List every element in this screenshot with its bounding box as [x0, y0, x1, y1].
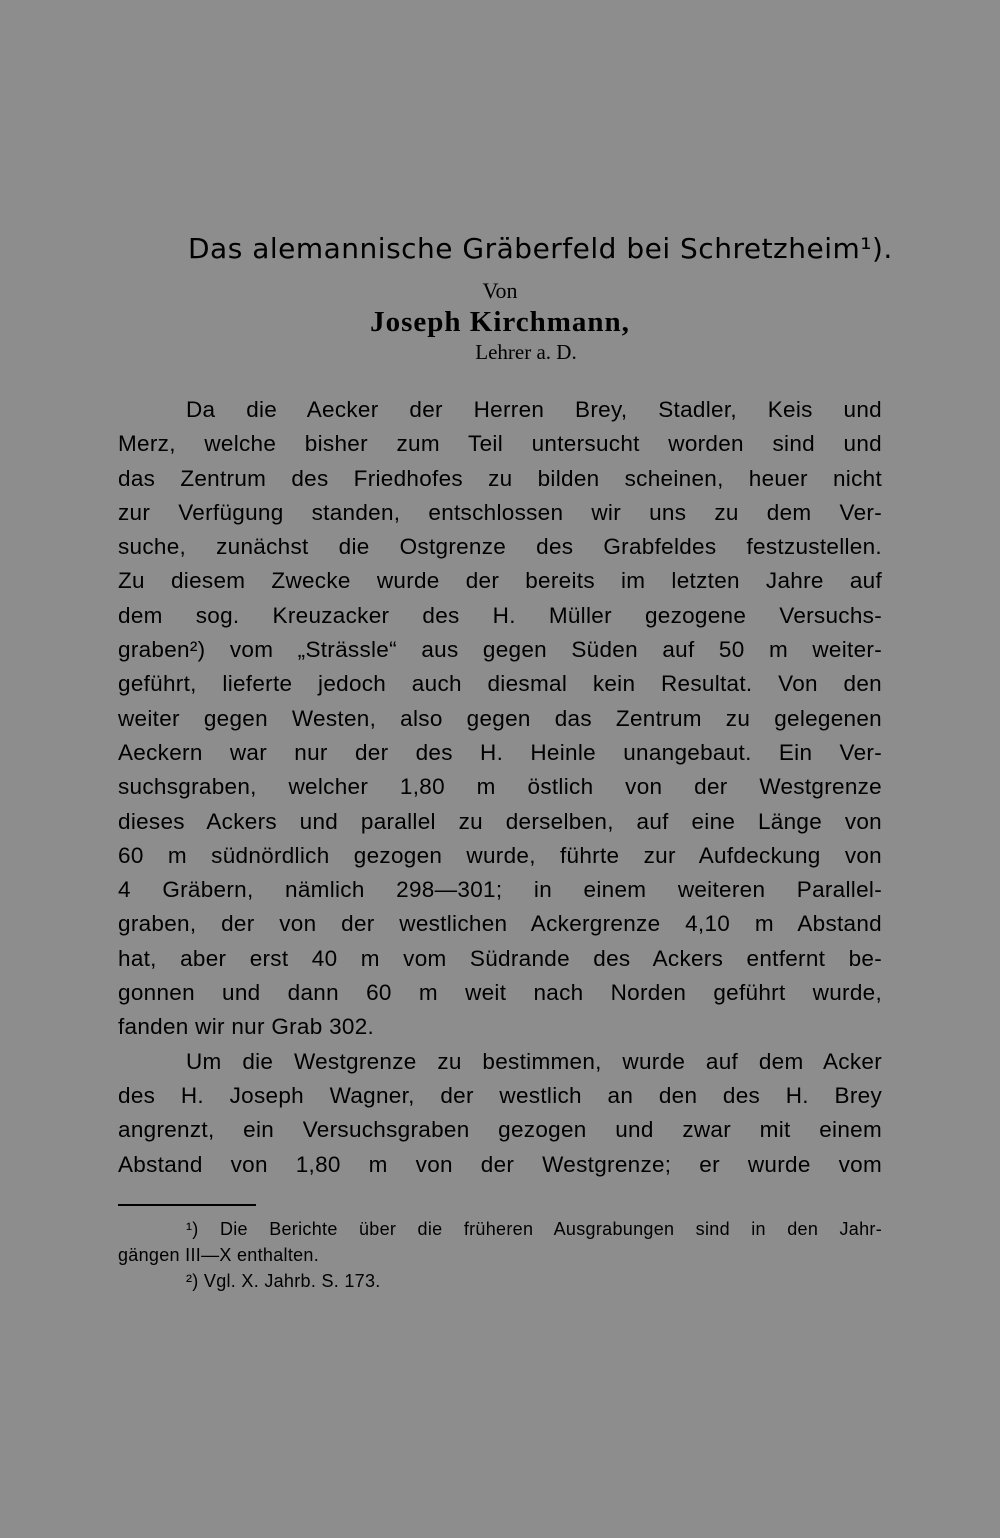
text-line: dem sog. Kreuzacker des H. Müller gezogene Versuchs-: [118, 602, 882, 628]
text-line: geführt, lieferte jedoch auch diesmal kein Resultat. Von den: [118, 671, 882, 697]
footnote-line: ¹) Die Berichte über die früheren Ausgrabungen sind in den Jahr-: [186, 1219, 882, 1239]
text-line: suchsgraben, welcher 1,80 m östlich von der Westgrenze: [118, 774, 882, 800]
text-line: Da die Aecker der Herren Brey, Stadler, Keis und: [186, 397, 882, 422]
text-line: graben²) vom „Strässle“ aus gegen Süden auf 50 m weiter-: [118, 637, 882, 663]
text-line: weiter gegen Westen, also gegen das Zentrum zu gelegenen: [118, 705, 882, 731]
text-line: zur Verfügung standen, entschlossen wir uns zu dem Ver-: [118, 499, 882, 525]
author-role: Lehrer a. D.: [475, 340, 577, 364]
article-body: [118, 393, 882, 1182]
text-line: dieses Ackers und parallel zu derselben, auf eine Länge von: [118, 808, 882, 834]
text-line: suche, zunächst die Ostgrenze des Grabfeldes festzustellen.: [118, 534, 882, 560]
footnotes: [118, 1216, 882, 1294]
text-line: fanden wir nur Grab 302.: [118, 1014, 375, 1040]
author-name: Joseph Kirchmann,: [370, 306, 630, 338]
text-line: 4 Gräbern, nämlich 298—301; in einem weiteren Parallel-: [118, 877, 882, 903]
text-line: hat, aber erst 40 m vom Südrande des Ackers entfernt be-: [118, 945, 882, 971]
footnote-divider: [118, 1204, 256, 1206]
text-line: Zu diesem Zwecke wurde der bereits im letzten Jahre auf: [118, 568, 882, 594]
text-line: des H. Joseph Wagner, der westlich an den des H. Brey: [118, 1082, 882, 1108]
text-line: Merz, welche bisher zum Teil untersucht worden sind und: [118, 431, 882, 457]
byline-von: Von: [482, 278, 518, 303]
text-line: gonnen und dann 60 m weit nach Norden geführt wurde,: [118, 980, 882, 1006]
text-line: graben, der von der westlichen Ackergrenze 4,10 m Abstand: [118, 911, 882, 937]
text-line: Um die Westgrenze zu bestimmen, wurde auf dem Acker: [186, 1048, 882, 1074]
article-title: Das alemannische Gräberfeld bei Schretzheim¹).: [188, 232, 893, 265]
text-line: Abstand von 1,80 m von der Westgrenze; er wurde vom: [118, 1151, 882, 1177]
text-line: angrenzt, ein Versuchsgraben gezogen und zwar mit einem: [118, 1117, 882, 1143]
document-page: [118, 0, 893, 1538]
text-line: das Zentrum des Friedhofes zu bilden scheinen, heuer nicht: [118, 465, 882, 491]
footnote-line: gängen III—X enthalten.: [118, 1245, 320, 1265]
text-line: 60 m südnördlich gezogen wurde, führte zur Aufdeckung von: [118, 842, 882, 868]
text-line: Aeckern war nur der des H. Heinle unangebaut. Ein Ver-: [118, 739, 882, 765]
footnote-line: ²) Vgl. X. Jahrb. S. 173.: [186, 1271, 381, 1291]
